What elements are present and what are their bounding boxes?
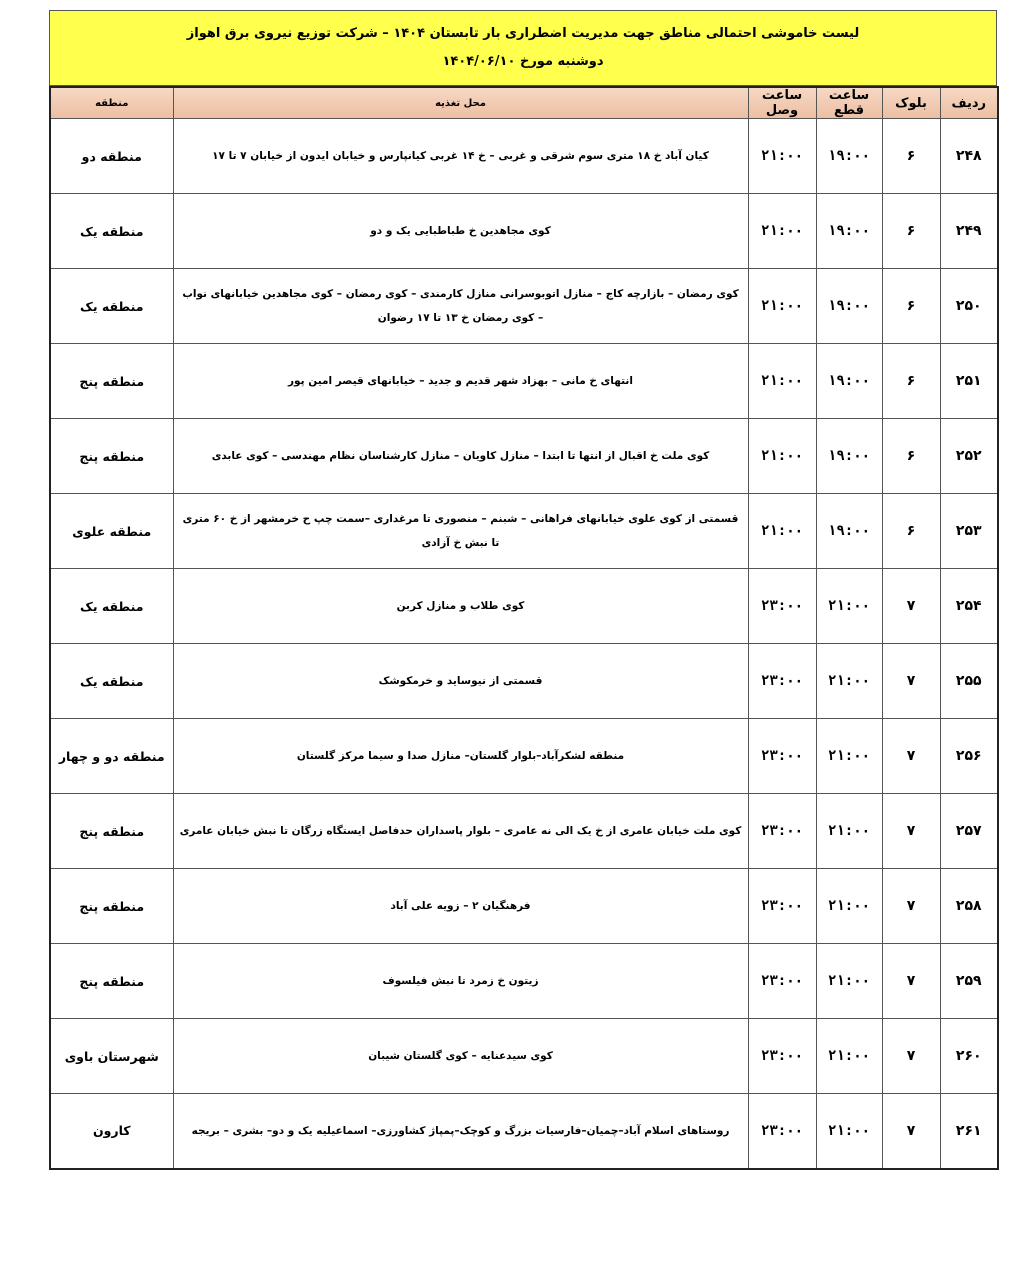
table-row <box>50 644 998 719</box>
row-number: ۲۶۱ <box>940 1094 998 1169</box>
connect-time: ۲۱:۰۰ <box>748 494 816 569</box>
document-date: دوشنبه مورخ ۱۴۰۴/۰۶/۱۰ <box>442 54 604 69</box>
header-row-number: ردیف <box>940 87 998 119</box>
cut-time: ۱۹:۰۰ <box>816 269 882 344</box>
block-number: ۶ <box>882 119 940 194</box>
block-number: ۷ <box>882 719 940 794</box>
row-number: ۲۵۵ <box>940 644 998 719</box>
area-name: منطقه پنج <box>50 344 173 419</box>
supply-location: کوی رمضان – بازارچه کاج – منازل اتوبوسرانی منازل کارمندی – کوی رمضان – کوی مجاهدین خیابانهای نواب – کوی رمضان خ ۱۳ تا ۱۷ رضوان <box>173 269 748 344</box>
table-header-row <box>50 87 998 119</box>
supply-location: روستاهای اسلام آباد–چمیان–فارسیات بزرگ و کوچک–پمپاژ کشاورزی– اسماعیلیه یک و دو– بشری – بریجه <box>173 1094 748 1169</box>
area-name: منطقه دو و چهار <box>50 719 173 794</box>
table-row <box>50 269 998 344</box>
table-row <box>50 719 998 794</box>
header-area: منطقه <box>50 87 173 119</box>
supply-location: انتهای خ مانی – بهزاد شهر قدیم و جدید – خیابانهای قیصر امین پور <box>173 344 748 419</box>
connect-time: ۲۱:۰۰ <box>748 269 816 344</box>
block-number: ۷ <box>882 569 940 644</box>
area-name: منطقه پنج <box>50 944 173 1019</box>
table-row <box>50 194 998 269</box>
area-name: منطقه پنج <box>50 794 173 869</box>
row-number: ۲۵۸ <box>940 869 998 944</box>
cut-time: ۲۱:۰۰ <box>816 944 882 1019</box>
table-row <box>50 1019 998 1094</box>
block-number: ۷ <box>882 794 940 869</box>
area-name: منطقه پنج <box>50 419 173 494</box>
table-row <box>50 869 998 944</box>
connect-time: ۲۳:۰۰ <box>748 944 816 1019</box>
supply-location: فرهنگیان ۲ – زویه علی آباد <box>173 869 748 944</box>
supply-location: کوی ملت خیابان عامری از خ یک الی نه عامری – بلوار پاسداران حدفاصل ایستگاه زرگان تا نبش خیابان عامری <box>173 794 748 869</box>
header-cut-time: ساعت قطع <box>816 87 882 119</box>
table-row <box>50 794 998 869</box>
connect-time: ۲۳:۰۰ <box>748 569 816 644</box>
row-number: ۲۴۹ <box>940 194 998 269</box>
block-number: ۷ <box>882 869 940 944</box>
area-name: منطقه علوی <box>50 494 173 569</box>
supply-location: کوی طلاب و منازل کربن <box>173 569 748 644</box>
area-name: منطقه یک <box>50 644 173 719</box>
block-number: ۶ <box>882 194 940 269</box>
connect-time: ۲۳:۰۰ <box>748 869 816 944</box>
block-number: ۷ <box>882 644 940 719</box>
row-number: ۲۵۳ <box>940 494 998 569</box>
supply-location: کوی مجاهدین خ طباطبایی یک و دو <box>173 194 748 269</box>
connect-time: ۲۳:۰۰ <box>748 1094 816 1169</box>
cut-time: ۲۱:۰۰ <box>816 1094 882 1169</box>
title-banner <box>49 10 997 86</box>
cut-time: ۲۱:۰۰ <box>816 644 882 719</box>
table-row <box>50 419 998 494</box>
block-number: ۶ <box>882 419 940 494</box>
row-number: ۲۵۷ <box>940 794 998 869</box>
connect-time: ۲۱:۰۰ <box>748 344 816 419</box>
block-number: ۶ <box>882 269 940 344</box>
block-number: ۶ <box>882 344 940 419</box>
cut-time: ۱۹:۰۰ <box>816 119 882 194</box>
header-block: بلوک <box>882 87 940 119</box>
cut-time: ۱۹:۰۰ <box>816 419 882 494</box>
supply-location: قسمتی از کوی علوی خیابانهای فراهانی – شبنم – منصوری تا مرغداری –سمت چپ ح خرمشهر از خ ۶۰ متری تا نبش خ آزادی <box>173 494 748 569</box>
row-number: ۲۵۹ <box>940 944 998 1019</box>
area-name: منطقه یک <box>50 269 173 344</box>
table-row <box>50 344 998 419</box>
connect-time: ۲۱:۰۰ <box>748 119 816 194</box>
outage-table <box>49 86 999 1170</box>
connect-time: ۲۳:۰۰ <box>748 719 816 794</box>
header-location: محل تغذیه <box>173 87 748 119</box>
block-number: ۶ <box>882 494 940 569</box>
table-row <box>50 494 998 569</box>
table-row <box>50 1094 998 1169</box>
connect-time: ۲۳:۰۰ <box>748 1019 816 1094</box>
table-row <box>50 944 998 1019</box>
supply-location: کوی سیدعنایه – کوی گلستان شیبان <box>173 1019 748 1094</box>
table-row <box>50 119 998 194</box>
header-connect-time: ساعت وصل <box>748 87 816 119</box>
supply-location: منطقه لشکرآباد–بلوار گلستان– منازل صدا و سیما مرکز گلستان <box>173 719 748 794</box>
area-name: منطقه دو <box>50 119 173 194</box>
row-number: ۲۵۴ <box>940 569 998 644</box>
connect-time: ۲۱:۰۰ <box>748 419 816 494</box>
connect-time: ۲۳:۰۰ <box>748 794 816 869</box>
row-number: ۲۵۱ <box>940 344 998 419</box>
block-number: ۷ <box>882 1019 940 1094</box>
supply-location: کیان آباد خ ۱۸ متری سوم شرقی و غربی – خ ۱۴ غربی کیانپارس و خیابان ایدون از خیابان ۷ تا ۱۷ <box>173 119 748 194</box>
table-row <box>50 569 998 644</box>
supply-location: قسمتی از نیوساید و خرمکوشک <box>173 644 748 719</box>
row-number: ۲۵۰ <box>940 269 998 344</box>
block-number: ۷ <box>882 944 940 1019</box>
cut-time: ۲۱:۰۰ <box>816 719 882 794</box>
cut-time: ۲۱:۰۰ <box>816 794 882 869</box>
cut-time: ۲۱:۰۰ <box>816 869 882 944</box>
cut-time: ۱۹:۰۰ <box>816 494 882 569</box>
area-name: شهرستان باوی <box>50 1019 173 1094</box>
connect-time: ۲۱:۰۰ <box>748 194 816 269</box>
cut-time: ۱۹:۰۰ <box>816 344 882 419</box>
row-number: ۲۵۲ <box>940 419 998 494</box>
connect-time: ۲۳:۰۰ <box>748 644 816 719</box>
document-title: لیست خاموشی احتمالی مناطق جهت مدیریت اضطراری بار تابستان ۱۴۰۴ – شرکت توزیع نیروی برق اهواز <box>186 26 860 41</box>
row-number: ۲۵۶ <box>940 719 998 794</box>
block-number: ۷ <box>882 1094 940 1169</box>
area-name: منطقه یک <box>50 194 173 269</box>
cut-time: ۲۱:۰۰ <box>816 569 882 644</box>
area-name: منطقه پنج <box>50 869 173 944</box>
outage-schedule-sheet <box>49 10 997 1170</box>
supply-location: کوی ملت خ اقبال از انتها تا ابتدا – منازل کاویان – منازل کارشناسان نظام مهندسی – کوی عابدی <box>173 419 748 494</box>
cut-time: ۲۱:۰۰ <box>816 1019 882 1094</box>
supply-location: زیتون خ زمرد تا نبش فیلسوف <box>173 944 748 1019</box>
area-name: کارون <box>50 1094 173 1169</box>
row-number: ۲۴۸ <box>940 119 998 194</box>
cut-time: ۱۹:۰۰ <box>816 194 882 269</box>
area-name: منطقه یک <box>50 569 173 644</box>
row-number: ۲۶۰ <box>940 1019 998 1094</box>
